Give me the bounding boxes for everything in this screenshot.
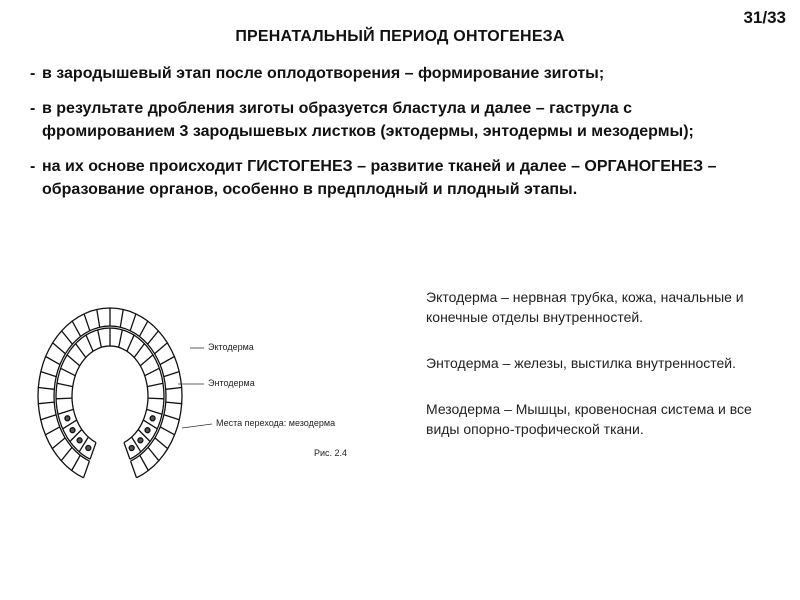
bullet-text: в зародышевый этап после оплодотворения – формирование зиготы; <box>42 65 605 82</box>
bullet-dash: - <box>30 65 36 82</box>
bullet-item <box>30 62 760 85</box>
page-number: 31/33 <box>743 8 786 27</box>
slide-title: ПРЕНАТАЛЬНЫЙ ПЕРИОД ОНТОГЕНЕЗА <box>235 28 565 45</box>
bullet-text: на их основе происходит ГИСТОГЕНЕЗ – развитие тканей и далее – ОРГАНОГЕНЕЗ – образование органов, особенно в предплодный и плодный этапы. <box>42 158 717 198</box>
note-mesoderm: Мезодерма – Мышцы, кровеносная система и все виды опорно-трофической ткани. <box>426 401 752 437</box>
note-ectoderm: Эктодерма – нервная трубка, кожа, начальные и конечные отделы внутренностей. <box>426 289 744 325</box>
figure-caption: Рис. 2.4 <box>314 448 348 458</box>
bullet-item <box>30 155 760 201</box>
bullet-dash: - <box>30 100 36 117</box>
label-mesoderm-transition: Места перехода: мезодерма <box>216 418 336 428</box>
bullet-list <box>30 62 760 213</box>
bullet-dash: - <box>30 158 36 175</box>
bullet-item <box>30 97 760 143</box>
note-entoderm: Энтодерма – железы, выстилка внутренностей. <box>426 355 737 371</box>
label-entoderm: Энтодерма <box>208 378 255 388</box>
bullet-text: в результате дробления зиготы образуется бластула и далее – гаструла с фромированием 3 зародышевых листков (эктодермы, энтодермы и мезодермы); <box>42 100 694 140</box>
gastrula-diagram <box>32 300 372 500</box>
label-ectoderm: Эктодерма <box>208 342 254 352</box>
gastrula-figure <box>32 300 372 500</box>
germ-layer-notes <box>426 287 786 465</box>
